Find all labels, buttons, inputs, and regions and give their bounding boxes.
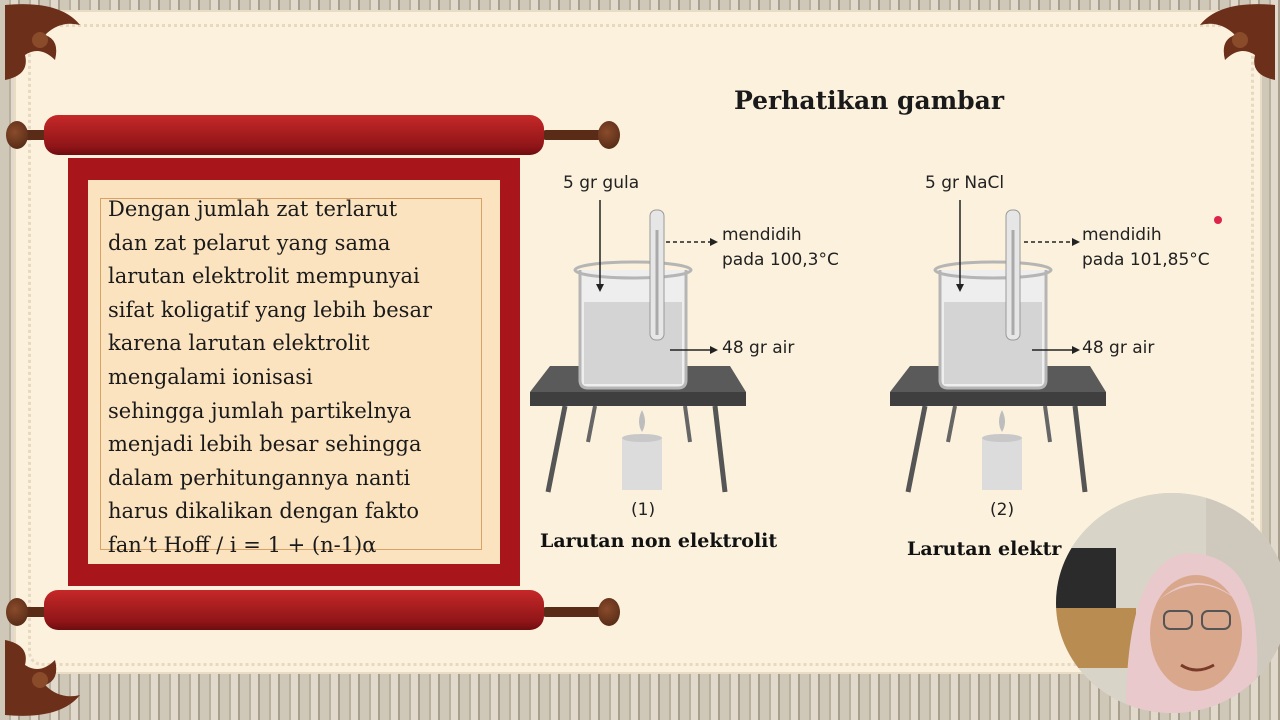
fig2-solute-label: 5 gr NaCl (925, 173, 1005, 193)
fig2-water-label: 48 gr air (1082, 338, 1155, 358)
apparatus-figure-1 (520, 170, 760, 500)
fig2-number: (2) (990, 500, 1015, 520)
fig2-boiling-point-label: pada 101,85°C (1082, 250, 1210, 270)
ornament-top-left (0, 0, 110, 110)
scroll-top-knob-right (598, 121, 620, 149)
scroll-top-stem-right (542, 130, 602, 140)
explanation-text: Dengan jumlah zat terlarut dan zat pelarut yang sama larutan elektrolit mempunyai sifat koligatif yang lebih besar karena larutan elektrolit mengalami ionisasi sehingga jumlah partikelnya menjadi lebih besar sehingga dalam perhitungannya nanti harus dikalikan dengan fakto fan’t Hoff / i = 1 + (n-1)α (108, 197, 433, 557)
apparatus-figure-2 (880, 170, 1120, 500)
scroll-bottom-rod (44, 590, 544, 630)
scroll-top-rod (44, 115, 544, 155)
slide-title: Perhatikan gambar (734, 86, 1005, 115)
fig2-caption: Larutan elektr (907, 538, 1062, 560)
scroll-top-knob-left (6, 121, 28, 149)
ornament-top-right (1170, 0, 1280, 110)
fig1-number: (1) (631, 500, 656, 520)
scroll-bottom-knob-right (598, 598, 620, 626)
presenter-video-icon (1056, 493, 1280, 713)
fig1-caption: Larutan non elektrolit (540, 530, 778, 552)
scroll-bottom-stem-right (542, 607, 602, 617)
fig1-boiling-label: mendidih (722, 225, 802, 245)
fig1-boiling-point-label: pada 100,3°C (722, 250, 839, 270)
fig1-water-label: 48 gr air (722, 338, 795, 358)
fig1-solute-label: 5 gr gula (563, 173, 640, 193)
laser-pointer-dot (1214, 216, 1222, 224)
fig2-boiling-label: mendidih (1082, 225, 1162, 245)
presenter-webcam (1056, 493, 1280, 713)
scroll-bottom-knob-left (6, 598, 28, 626)
